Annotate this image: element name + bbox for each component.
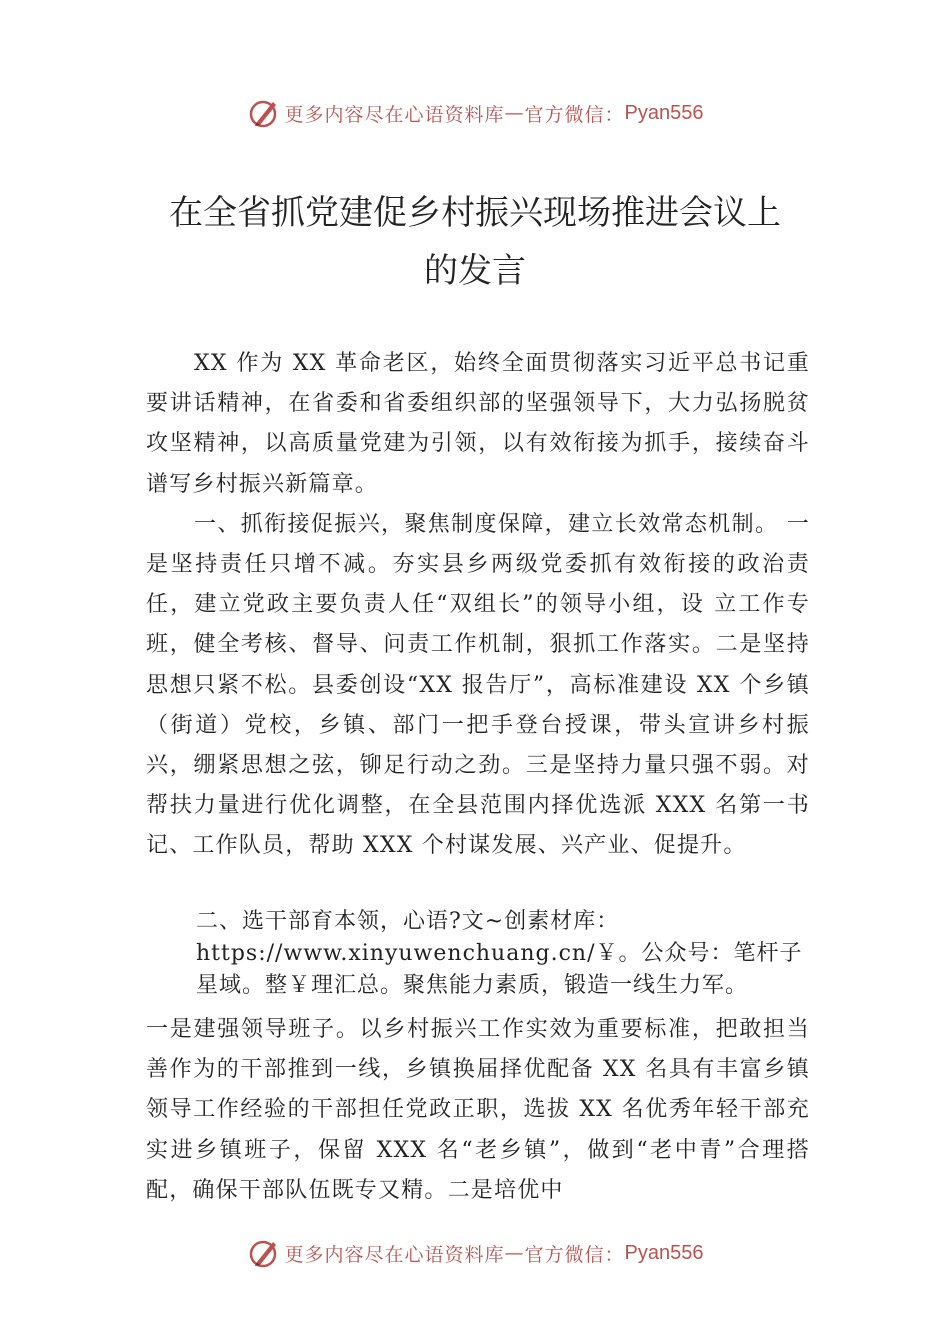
paragraph-section-2-body: 一是建强领导班子。以乡村振兴工作实效为重要标准，把敢担当善作为的干部推到一线，乡镇换届择优配备 XX 名具有丰富乡镇领导工作经验的干部担任党政正职，选拔 XX 名优秀年轻干部充实进乡镇班子，保留 XXX 名“老乡镇”，做到“老中青”合理搭配，确保干部队伍既专又精。二是培优中 [146,1017,810,1203]
watermark-wechat-id: Pyan556 [624,1241,704,1264]
pen-logo-icon [247,1236,281,1270]
pen-logo-icon [247,96,281,130]
watermark-separator: — [504,1242,525,1264]
paragraph-section-1: 一、抓衔接促振兴，聚焦制度保障，建立长效常态机制。 一是坚持责任只增不减。夯实县乡两级党委抓有效衔接的政治责任，建立党政主要负责人任“双组长”的领导小组，设 立工作专班，健全考核、督导、问责工作机制，狠抓工作落实。二是坚持思想只紧不松。县委创设“XX 报告厅”，高标准建设 XX 个乡镇（街道）党校，乡镇、部门一把手登台授课，带头宣讲乡村振兴，绷紧思想之弦，铆足行动之劲。三是坚持力量只强不弱。对帮扶力量进行优化调整，在全县范围内择优选派 XXX 名第一书记、工作队员，帮助 XXX 个村谋发展、兴产业、促提升。 [146,511,810,859]
body-block-2 [146,1010,810,1211]
watermark-footer [0,1236,950,1270]
paragraph-section-2-heading: 二、选干部育本领，心语?文~创素材库：https://www.xinyuwenchuang.cn/￥。公众号：笔杆子星域。整￥理汇总。聚焦能力素质，锻造一线生力军。 [196,909,803,998]
watermark-brand: 更多内容尽在心语资料库 [284,103,505,126]
title-line-1: 在全省抓党建促乡村振兴现场推进会议上 [169,193,781,233]
body-block-1 [146,344,810,867]
watermark-brand: 更多内容尽在心语资料库 [284,1243,505,1266]
title-line-2: 的发言 [424,251,526,291]
watermark-label: 官方微信： [524,1243,625,1266]
page-title [140,184,810,300]
watermark-separator: — [504,102,525,124]
paragraph-intro: XX 作为 XX 革命老区，始终全面贯彻落实习近平总书记重要讲话精神，在省委和省委组织部的坚强领导下，大力弘扬脱贫攻坚精神，以高质量党建为引领，以有效衔接为抓手，接续奋斗谱写乡村振兴新篇章。 [146,351,810,497]
watermark-wechat-id: Pyan556 [624,101,704,124]
watermark-label: 官方微信： [524,103,625,126]
watermark-header [0,96,950,130]
